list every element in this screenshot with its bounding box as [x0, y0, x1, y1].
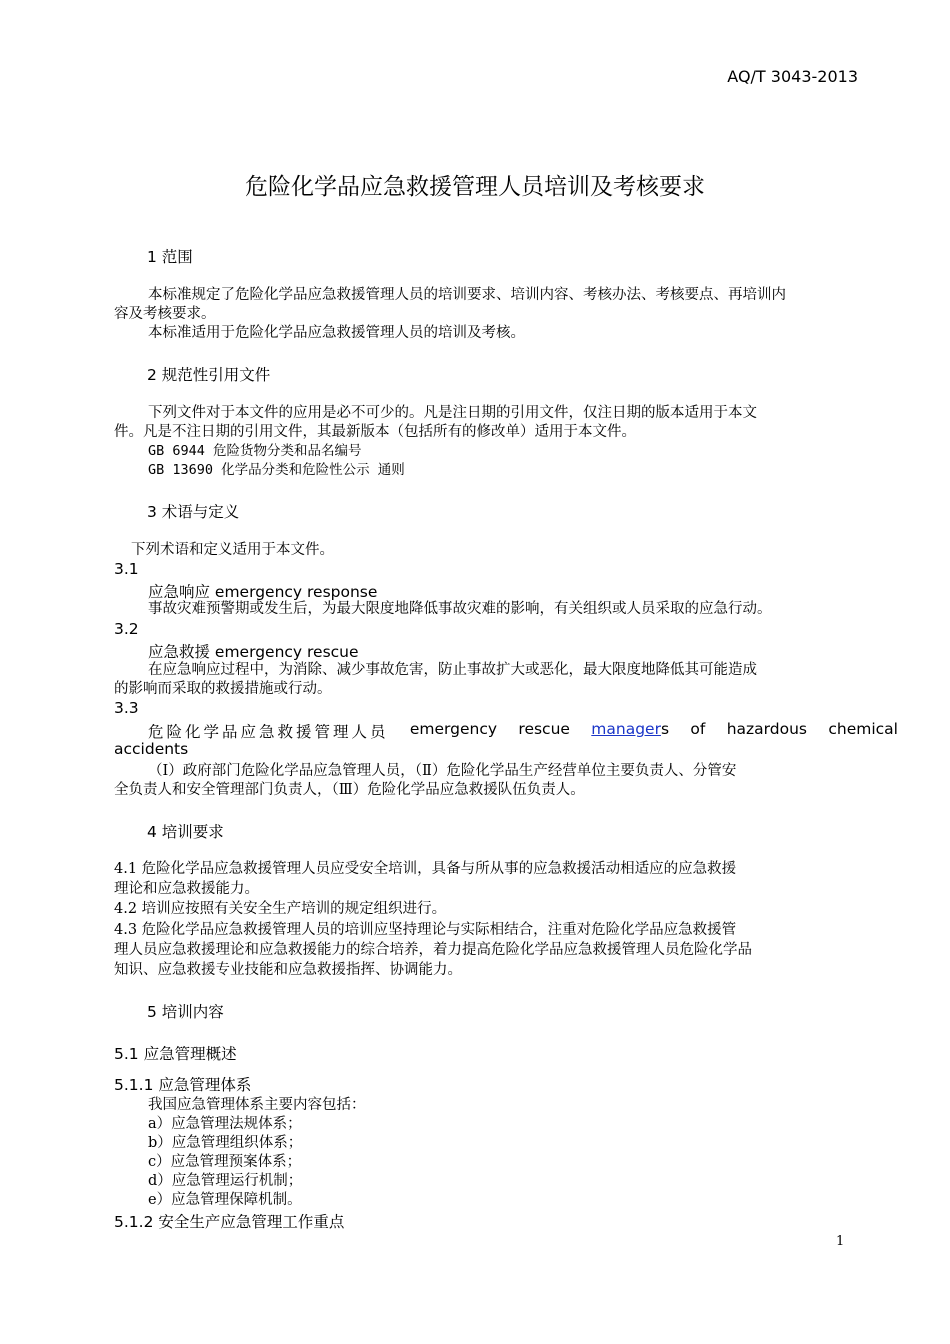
list-item: d）应急管理运行机制； [148, 1173, 303, 1189]
document-number: AQ/T 3043-2013 [727, 67, 858, 86]
subsection-5-1-1-heading: 5.1.1 应急管理体系 [114, 1076, 252, 1094]
normative-reference: GB 6944 危险货物分类和品名编号 [148, 443, 362, 459]
term-definition-line: 的影响而采取的救援措施或行动。 [114, 681, 332, 697]
s1-paragraph-line: 本标准规定了危险化学品应急救援管理人员的培训要求、培训内容、考核办法、考核要点、再培训内 [148, 287, 786, 303]
term-title-word: hazardous [726, 720, 807, 738]
clause-4-3-line: 理人员应急救援理论和应急救援能力的综合培养，着力提高危险化学品应急救援管理人员危险化学品 [114, 942, 752, 958]
term-definition-line: 全负责人和安全管理部门负责人，（Ⅲ）危险化学品应急救援队伍负责人。 [114, 782, 585, 798]
term-number: 3.1 [114, 560, 139, 578]
section-4-heading: 4 培训要求 [147, 823, 224, 841]
s1-paragraph-2: 本标准适用于危险化学品应急救援管理人员的培训及考核。 [148, 325, 525, 341]
term-title-word: of [690, 720, 706, 738]
term-title-chinese: 危险化学品应急救援管理人员 [148, 723, 389, 741]
term-number: 3.3 [114, 699, 139, 717]
term-title-word: chemical [828, 720, 898, 738]
term-title-word: emergency [409, 720, 498, 738]
s3-intro: 下列术语和定义适用于本文件。 [131, 542, 334, 558]
subsection-intro: 我国应急管理体系主要内容包括： [148, 1097, 366, 1113]
document-title: 危险化学品应急救援管理人员培训及考核要求 [245, 174, 705, 200]
s2-paragraph-line: 件。凡是不注日期的引用文件，其最新版本（包括所有的修改单）适用于本文件。 [114, 424, 636, 440]
section-5-heading: 5 培训内容 [147, 1003, 224, 1021]
term-title-continued: accidents [114, 740, 189, 758]
term-title [148, 720, 898, 742]
page-number: 1 [836, 1234, 845, 1249]
term-title: 应急响应 emergency response [148, 583, 378, 601]
clause-4-3-line: 4.3 危险化学品应急救援管理人员的培训应坚持理论与实际相结合，注重对危险化学品应急救援管 [114, 922, 737, 938]
subsection-5-1-heading: 5.1 应急管理概述 [114, 1045, 237, 1063]
term-definition-line: 在应急响应过程中，为消除、减少事故危害，防止事故扩大或恶化，最大限度地降低其可能造成 [148, 662, 757, 678]
normative-reference: GB 13690 化学品分类和危险性公示 通则 [148, 462, 405, 478]
clause-4-3-line: 知识、应急救援专业技能和应急救援指挥、协调能力。 [114, 962, 462, 978]
clause-4-2: 4.2 培训应按照有关安全生产培训的规定组织进行。 [114, 901, 447, 917]
term-title-word: rescue [518, 720, 570, 738]
list-item: a）应急管理法规体系； [148, 1116, 302, 1132]
term-definition-line: （Ⅰ）政府部门危险化学品应急管理人员，（Ⅱ）危险化学品生产经营单位主要负责人、分管安 [148, 763, 737, 779]
section-1-heading: 1 范围 [147, 248, 193, 266]
term-title-word-with-link [591, 720, 669, 742]
subsection-5-1-2-heading: 5.1.2 安全生产应急管理工作重点 [114, 1213, 345, 1231]
term-number: 3.2 [114, 620, 139, 638]
clause-4-1-line: 4.1 危险化学品应急救援管理人员应受安全培训，具备与所从事的应急救援活动相适应的应急救援 [114, 861, 737, 877]
section-3-heading: 3 术语与定义 [147, 503, 240, 521]
term-title: 应急救援 emergency rescue [148, 643, 359, 661]
term-title-suffix: s [660, 720, 670, 738]
managers-link[interactable]: manager [591, 720, 661, 738]
s1-paragraph-line: 容及考核要求。 [114, 306, 216, 322]
list-item: c）应急管理预案体系； [148, 1154, 302, 1170]
list-item: e）应急管理保障机制。 [148, 1192, 302, 1208]
clause-4-1-line: 理论和应急救援能力。 [114, 881, 259, 897]
section-2-heading: 2 规范性引用文件 [147, 366, 271, 384]
term-definition: 事故灾难预警期或发生后，为最大限度地降低事故灾难的影响，有关组织或人员采取的应急行动。 [148, 601, 772, 617]
list-item: b）应急管理组织体系； [148, 1135, 303, 1151]
s2-paragraph-line: 下列文件对于本文件的应用是必不可少的。凡是注日期的引用文件，仅注日期的版本适用于本文 [148, 405, 757, 421]
